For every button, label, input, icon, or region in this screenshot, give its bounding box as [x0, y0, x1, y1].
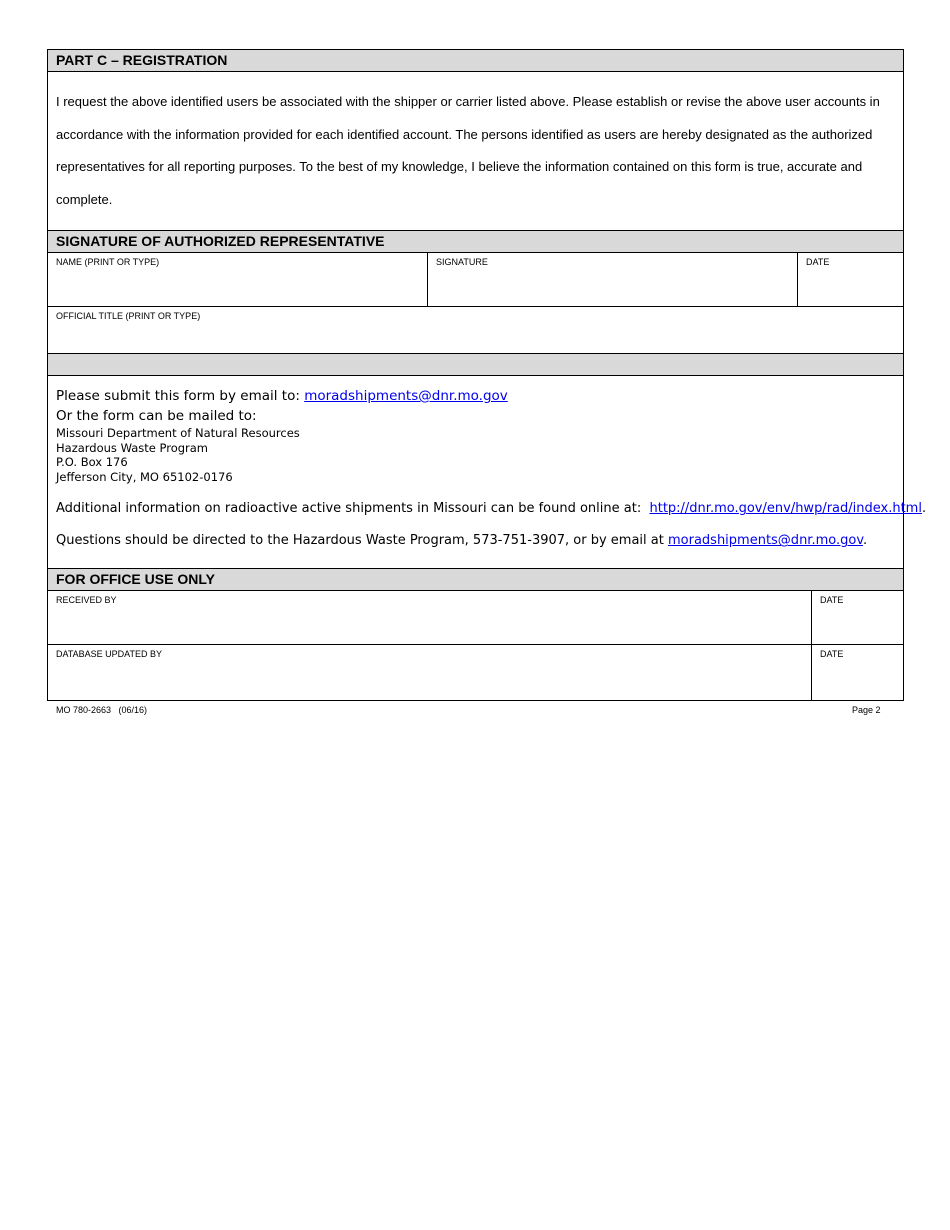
mail-prompt: Or the form can be mailed to: [56, 408, 257, 424]
received-by-label: RECEIVED BY [56, 595, 117, 606]
address-line: Jefferson City, MO 65102-0176 [56, 469, 233, 484]
email-submit-line [56, 386, 895, 406]
submission-instructions [48, 376, 927, 569]
database-updated-label: DATABASE UPDATED BY [56, 649, 163, 660]
address-line: P.O. Box 176 [56, 455, 128, 470]
part-c-header: PART C – REGISTRATION [48, 50, 903, 72]
name-field[interactable] [48, 253, 427, 306]
address-line: Missouri Department of Natural Resources [56, 426, 300, 440]
form-number: MO 780-2663 (06/16) [56, 705, 148, 715]
signature-date-field[interactable] [797, 253, 903, 306]
database-updated-field[interactable] [48, 645, 811, 700]
database-date-label: DATE [820, 649, 844, 660]
received-by-field[interactable] [48, 591, 811, 644]
signature-field[interactable] [427, 253, 797, 306]
email-prompt: Please submit this form by email to: [56, 388, 305, 404]
office-use-header: FOR OFFICE USE ONLY [48, 569, 903, 591]
info-url-link[interactable]: http://dnr.mo.gov/env/hwp/rad/index.html [649, 501, 922, 517]
official-title-label: OFFICIAL TITLE (PRINT OR TYPE) [56, 311, 201, 321]
submit-email-link[interactable]: moradshipments@dnr.mo.gov [304, 388, 508, 404]
additional-info-line: Additional information on radioactive active shipments in Missouri can be found online at: http://dnr.mo.gov/env/hwp/rad/index.html. [56, 501, 927, 517]
signature-date-label: DATE [806, 257, 830, 267]
received-date-label: DATE [820, 595, 844, 606]
address-line: Hazardous Waste Program [56, 440, 209, 455]
questions-email-link[interactable]: moradshipments@dnr.mo.gov [667, 533, 863, 549]
info-text: Additional information on radioactive active shipments in Missouri can be found online at: [56, 501, 650, 517]
signature-section-header: SIGNATURE OF AUTHORIZED REPRESENTATIVE [48, 231, 903, 253]
received-row [48, 591, 903, 645]
mailing-address [56, 426, 895, 484]
received-date-field[interactable] [811, 591, 903, 644]
signature-label: SIGNATURE [436, 257, 488, 267]
official-title-row [48, 307, 903, 354]
blank-section-header [48, 354, 903, 376]
database-date-field[interactable] [811, 645, 903, 700]
name-label: NAME (PRINT OR TYPE) [56, 257, 160, 267]
questions-text: Questions should be directed to the Hazardous Waste Program, 573-751-3907, or by email at [56, 533, 668, 549]
database-row [48, 645, 903, 700]
official-title-field[interactable] [48, 307, 903, 353]
questions-line: Questions should be directed to the Hazardous Waste Program, 573-751-3907, or by email at moradshipments@dnr.mo.gov. [56, 533, 868, 549]
registration-form [47, 49, 927, 701]
registration-statement: I request the above identified users be associated with the shipper or carrier listed above. Please establish or revise the above user accounts in accordance with the information provided for each identified account. The persons identified as users are hereby designated as the authorized representatives for all reporting purposes. To the best of my knowledge, I believe the information contained on this form is true, accurate and complete. [48, 72, 903, 231]
signature-row [48, 253, 903, 307]
page-number: Page 2 [852, 705, 881, 715]
